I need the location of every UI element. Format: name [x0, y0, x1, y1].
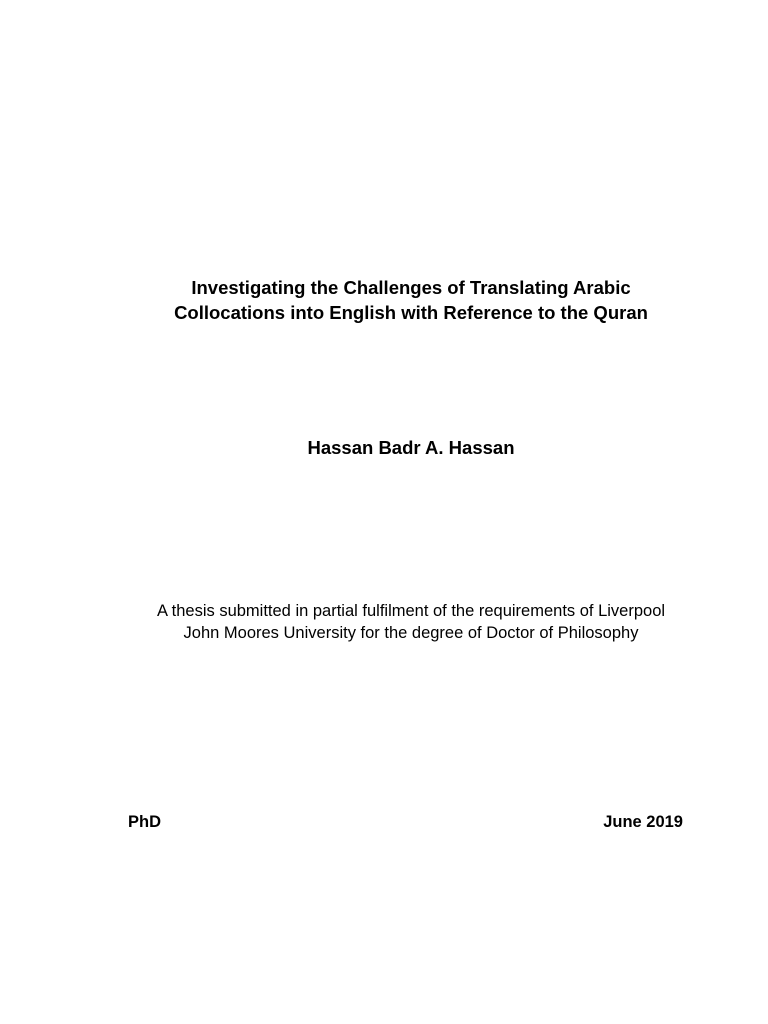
author-name: Hassan Badr A. Hassan [307, 437, 515, 458]
degree-label: PhD [128, 813, 161, 831]
submission-statement [0, 600, 768, 644]
submission-date: June 2019 [603, 813, 683, 831]
thesis-title-line: Investigating the Challenges of Translating Arabic [191, 277, 631, 298]
thesis-title-line: Collocations into English with Reference to the Quran [174, 302, 648, 323]
submission-statement-line: John Moores University for the degree of Doctor of Philosophy [183, 624, 639, 642]
submission-statement-line: A thesis submitted in partial fulfilment of the requirements of Liverpool [156, 602, 666, 620]
thesis-title [0, 275, 768, 325]
